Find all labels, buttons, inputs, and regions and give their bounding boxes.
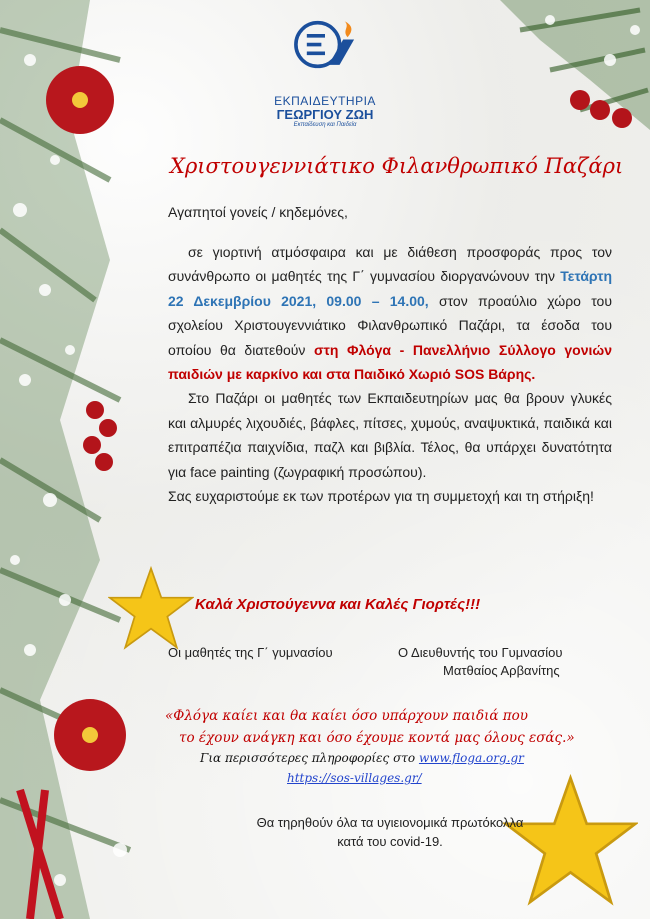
floga-link[interactable]: www.floga.org.gr bbox=[418, 751, 524, 765]
greeting: Αγαπητοί γονείς / κηδεμόνες, bbox=[168, 204, 348, 220]
school-logo-icon bbox=[270, 14, 380, 94]
floga-quote bbox=[165, 705, 615, 749]
covid-notice bbox=[230, 813, 550, 851]
page-title: Χριστουγεννιάτικο Φιλανθρωπικό Παζάρι bbox=[170, 154, 624, 178]
more-info-text: Για περισσότερες πληροφορίες στο bbox=[200, 751, 419, 765]
school-name-line2: ΓΕΩΡΓΙΟΥ ΖΩΗ bbox=[276, 107, 374, 122]
signature-director-name: Ματθαίος Αρβανίτης bbox=[443, 663, 560, 678]
covid-line-2: κατά του covid-19. bbox=[337, 834, 443, 849]
signature-director-title: Ο Διευθυντής του Γυμνασίου bbox=[398, 645, 563, 660]
paragraph-intro bbox=[168, 240, 612, 386]
more-info bbox=[200, 751, 600, 765]
beneficiaries: στη Φλόγα - Πανελλήνιο Σύλλογο γονιών παιδιών με καρκίνο και στα Παιδικό Χωριό SOS Βάρης. bbox=[168, 341, 612, 383]
signature-students: Οι μαθητές της Γ΄ γυμνασίου bbox=[168, 645, 333, 660]
sos-villages-link[interactable]: https://sos-villages.gr/ bbox=[287, 771, 422, 785]
holiday-wishes: Καλά Χριστούγεννα και Καλές Γιορτές!!! bbox=[195, 596, 481, 613]
school-name-line1: ΕΚΠΑΙΔΕΥΤΗΡΙΑ bbox=[274, 94, 376, 108]
paragraph-thanks: Σας ευχαριστούμε εκ των προτέρων για τη συμμετοχή και τη στήριξη! bbox=[168, 488, 594, 505]
quote-line-1: «Φλόγα καίει και θα καίει όσο υπάρχουν παιδιά που bbox=[165, 708, 528, 724]
paragraph-items: Στο Παζάρι οι μαθητές των Εκπαιδευτηρίων μας θα βρουν γλυκές και αλμυρές λιχουδιές, βάφλες, πίτσες, χυμούς, αναψυκτικά, παιδικά και επιτραπέζια παιχνίδια, παζλ και βιβλία. Τέλος, θα υπάρχει δυνατότητα για face painting (ζωγραφική προσώπου). bbox=[168, 390, 612, 480]
intro-text: σε γιορτινή ατμόσφαιρα και με διάθεση προσφοράς προς τον συνάνθρωπο οι μαθητές της Γ΄ γυμνασίου διοργανώνουν την bbox=[168, 244, 612, 285]
event-date: Τετάρτη 22 Δεκεμβρίου 2021, 09.00 – 14.00, bbox=[168, 268, 612, 309]
quote-line-2: το έχουν ανάγκη και όσο έχουμε κοντά μας όλους εσάς.» bbox=[179, 730, 575, 746]
letter-body bbox=[168, 240, 612, 508]
covid-line-1: Θα τηρηθούν όλα τα υγιειονομικά πρωτόκολλα bbox=[256, 815, 524, 830]
school-tagline: Εκπαίδευση και Παιδεία bbox=[293, 122, 357, 128]
intro-text-continued: στον προαύλιο χώρο του σχολείου Χριστουγεννιάτικο Φιλανθρωπικό Παζάρι, τα έσοδα του οποίου θα διατεθούν bbox=[168, 292, 612, 358]
